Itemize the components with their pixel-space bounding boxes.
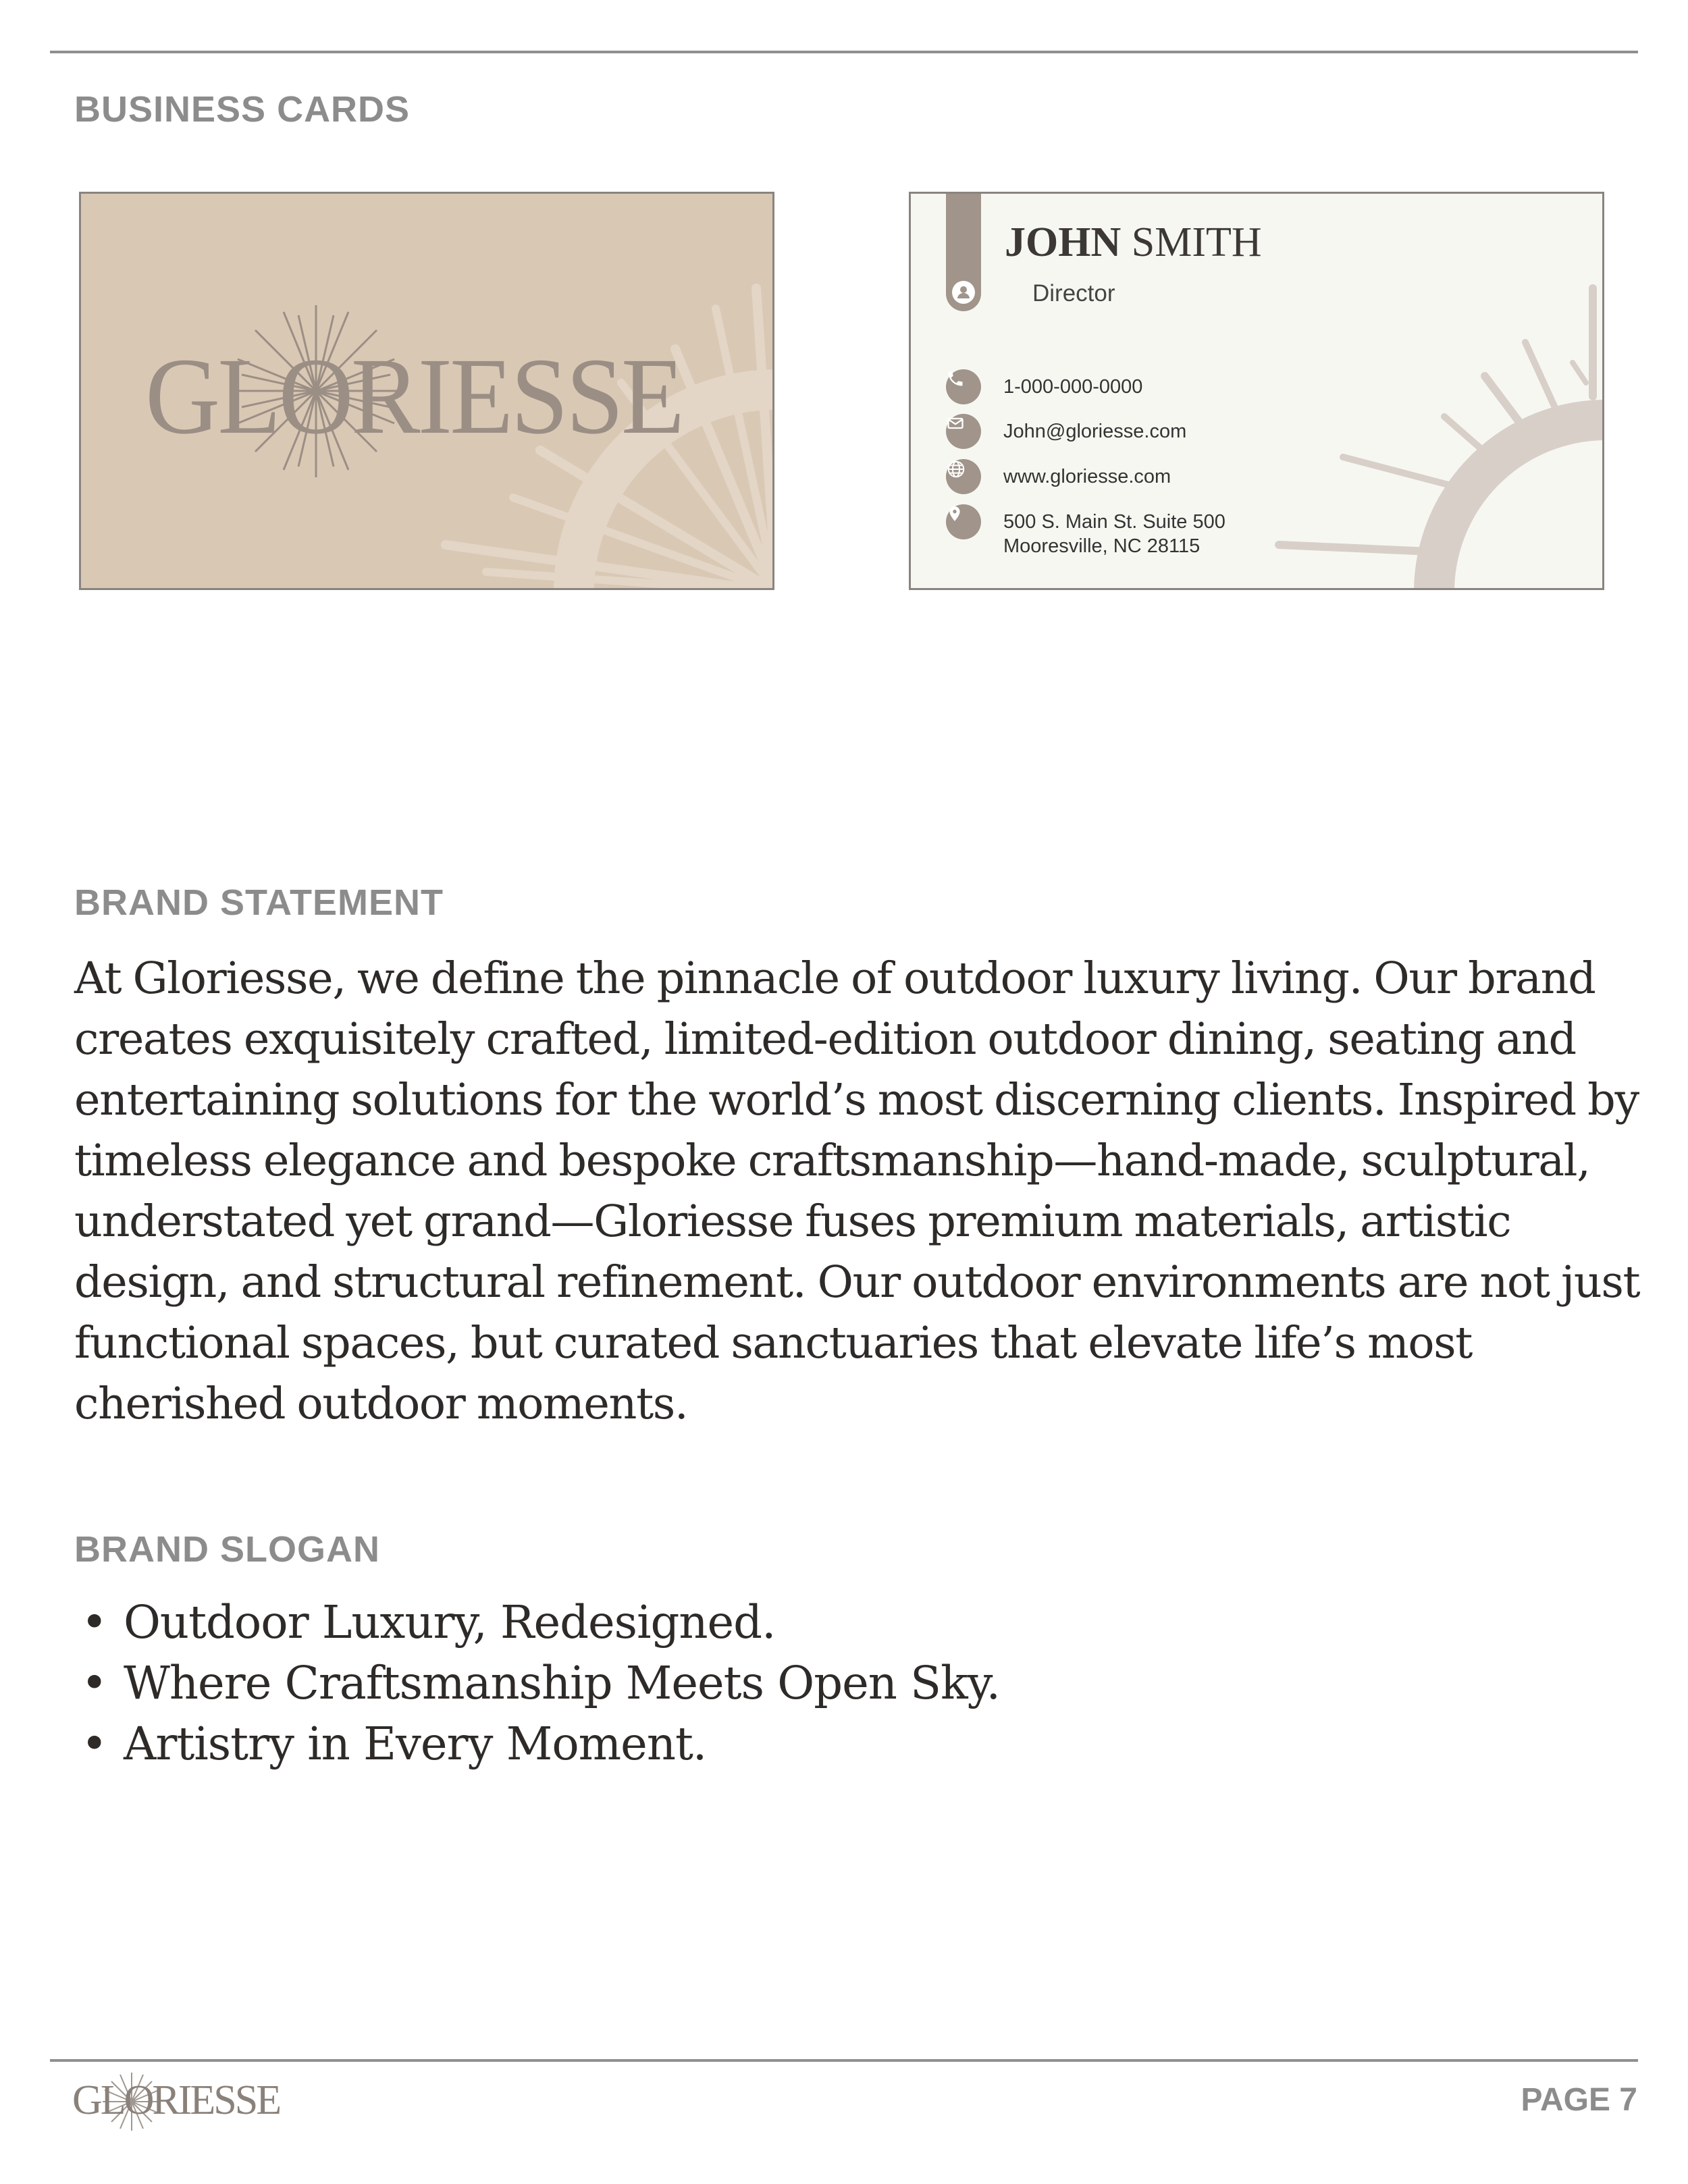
location-icon: [946, 504, 981, 539]
email-address: John@gloriesse.com: [1003, 421, 1187, 442]
job-title: Director: [1032, 280, 1115, 307]
business-card-front: [79, 192, 774, 590]
footer-rule: [50, 2059, 1638, 2062]
contact-phone: [946, 369, 1142, 404]
slogan-list: [74, 1592, 1000, 1774]
contact-address: [946, 504, 1225, 558]
business-card-back: [909, 192, 1604, 590]
first-name: JOHN: [1005, 219, 1122, 265]
slogan-item: • Outdoor Luxury, Redesigned.: [74, 1592, 1000, 1653]
slogan-item: • Where Craftsmanship Meets Open Sky.: [74, 1653, 1000, 1713]
phone-icon: [946, 369, 981, 404]
slogan-item: • Artistry in Every Moment.: [74, 1713, 1000, 1774]
person-icon: [951, 280, 976, 304]
contact-email: [946, 414, 1186, 449]
brand-slogan-heading: BRAND SLOGAN: [74, 1529, 380, 1570]
business-cards-heading: BUSINESS CARDS: [74, 89, 411, 130]
footer-wordmark: GLORIESSE: [72, 2077, 280, 2123]
address-line-2: Mooresville, NC 28115: [1003, 535, 1201, 557]
website-url: www.gloriesse.com: [1003, 466, 1171, 487]
brand-statement-text: At Gloriesse, we define the pinnacle of outdoor luxury living. Our brand creates exquisitely crafted, limited-edition outdoor dining, seating and entertaining solutions for the world’s most discerning clients. Inspired by timeless elegance and bespoke craftsmanship—hand-made, sculptural, understated yet grand—Gloriesse fuses premium materials, artistic design, and structural refinement. Our outdoor environments are not just functional spaces, but curated sanctuaries that elevate life’s most cherished outdoor moments.: [74, 953, 1640, 1429]
gloriesse-wordmark: GLORIESSE: [145, 336, 683, 457]
phone-number: 1-000-000-0000: [1003, 376, 1143, 398]
page-number: PAGE 7: [1521, 2082, 1637, 2118]
postal-address: [1003, 510, 1225, 558]
address-line-1: 500 S. Main St. Suite 500: [1003, 511, 1225, 533]
email-icon: [946, 414, 981, 449]
top-rule: [50, 51, 1638, 53]
globe-icon: [946, 459, 981, 494]
card-name: [1005, 219, 1262, 265]
brand-statement-heading: BRAND STATEMENT: [74, 882, 444, 923]
last-name: SMITH: [1131, 219, 1262, 265]
contact-website: [946, 459, 1171, 494]
